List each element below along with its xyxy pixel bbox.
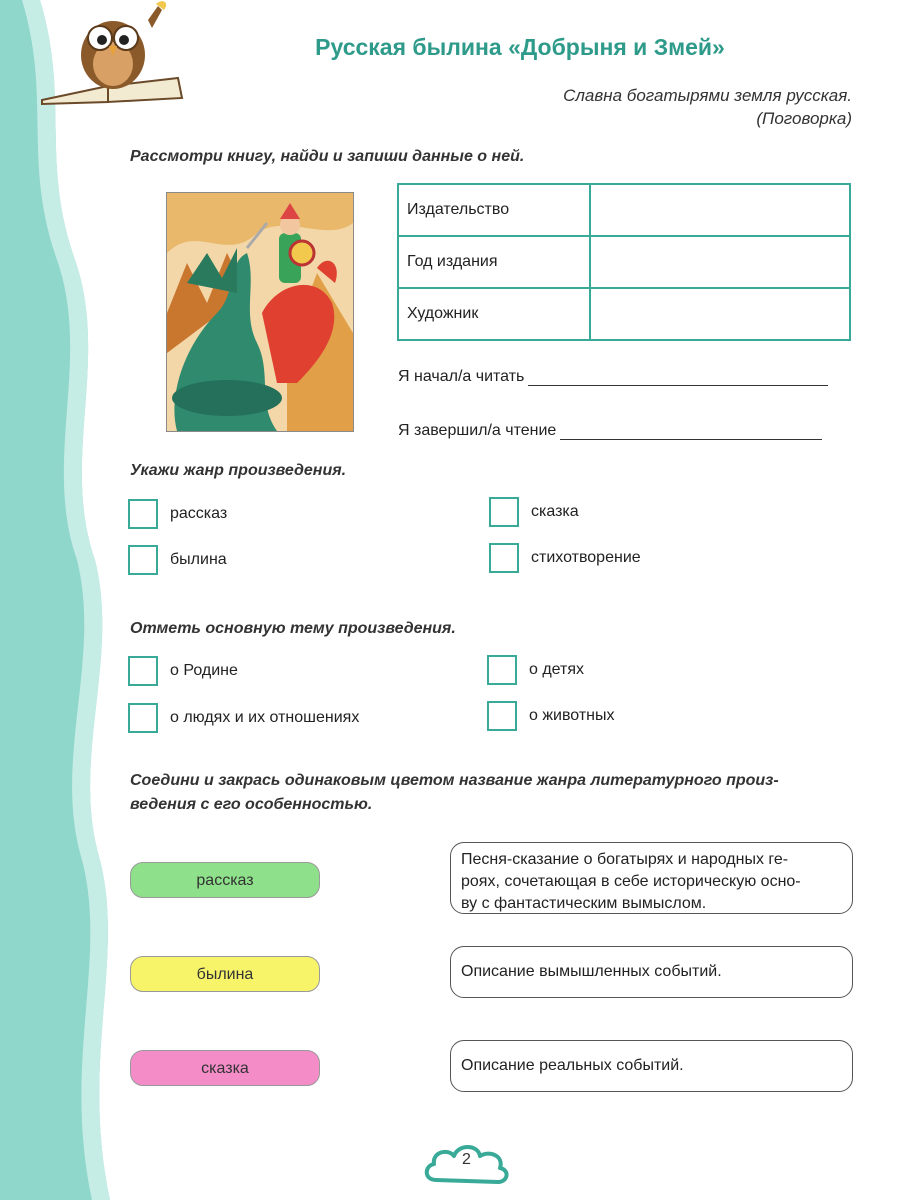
page-title: Русская былина «Добрыня и Змей» <box>315 34 725 60</box>
page-number: 2 <box>462 1151 471 1168</box>
checkbox[interactable] <box>128 499 158 529</box>
definition-box[interactable] <box>450 946 853 998</box>
task4-instruction-line: ведения с его особенностью. <box>130 796 373 813</box>
started-reading-label: Я начал/а читать <box>398 368 525 385</box>
genre-option[interactable] <box>489 497 579 527</box>
theme-option[interactable] <box>128 703 359 733</box>
definition-line: Песня-сказание о богатырях и народных ге- <box>461 851 789 868</box>
genre-pill-story[interactable]: рассказ <box>130 862 320 898</box>
task2-instruction: Укажи жанр произведения. <box>130 462 347 479</box>
definition-line: роях, сочетающая в себе историческую осно- <box>461 873 801 890</box>
checkbox[interactable] <box>128 545 158 575</box>
checkbox[interactable] <box>487 701 517 731</box>
book-cover-illustration <box>166 192 354 432</box>
theme-option[interactable] <box>487 655 584 685</box>
artist-field[interactable] <box>590 288 850 340</box>
theme-option[interactable] <box>487 701 615 731</box>
year-label: Год издания <box>398 236 590 288</box>
definition-box[interactable] <box>450 1040 853 1092</box>
table-row <box>398 288 850 340</box>
definition-line: Описание вымышленных событий. <box>461 963 722 980</box>
genre-option-label: рассказ <box>170 505 228 522</box>
theme-option-label: о детях <box>529 661 585 678</box>
task4-instruction <box>130 769 860 817</box>
checkbox[interactable] <box>489 497 519 527</box>
genre-option[interactable] <box>128 545 227 575</box>
checkbox[interactable] <box>489 543 519 573</box>
side-decoration <box>0 0 140 1200</box>
genre-option[interactable] <box>128 499 227 529</box>
definition-line: ву с фантастическим вымыслом. <box>461 895 707 912</box>
genre-pill-bylina[interactable]: былина <box>130 956 320 992</box>
finished-reading-row <box>398 422 822 440</box>
publisher-field[interactable] <box>590 184 850 236</box>
checkbox[interactable] <box>487 655 517 685</box>
started-reading-row <box>398 368 828 386</box>
finished-reading-label: Я завершил/а чтение <box>398 422 557 439</box>
book-info-table <box>397 183 851 341</box>
finished-reading-line[interactable] <box>560 423 822 440</box>
started-reading-line[interactable] <box>528 369 828 386</box>
epigraph-text: Славна богатырями земля русская. <box>563 86 852 105</box>
task1-instruction: Рассмотри книгу, найди и запиши данные о ней. <box>130 148 525 165</box>
theme-option-label: о Родине <box>170 662 238 679</box>
definition-line: Описание реальных событий. <box>461 1057 684 1074</box>
genre-option-label: былина <box>170 551 227 568</box>
genre-pill-tale[interactable]: сказка <box>130 1050 320 1086</box>
table-row <box>398 184 850 236</box>
genre-option-label: стихотворение <box>531 549 641 566</box>
year-field[interactable] <box>590 236 850 288</box>
genre-option-label: сказка <box>531 503 579 520</box>
genre-option[interactable] <box>489 543 641 573</box>
theme-option-label: о животных <box>529 707 615 724</box>
theme-option[interactable] <box>128 656 238 686</box>
definition-box[interactable] <box>450 842 853 914</box>
checkbox[interactable] <box>128 703 158 733</box>
task3-instruction: Отметь основную тему произведения. <box>130 620 456 637</box>
artist-label: Художник <box>398 288 590 340</box>
publisher-label: Издательство <box>398 184 590 236</box>
epigraph <box>563 84 852 130</box>
epigraph-source: (Поговорка) <box>756 109 852 128</box>
task4-instruction-line: Соедини и закрась одинаковым цветом название жанра литературного произ- <box>130 772 779 789</box>
checkbox[interactable] <box>128 656 158 686</box>
table-row <box>398 236 850 288</box>
owl-book-illustration <box>38 0 188 110</box>
theme-option-label: о людях и их отношениях <box>170 709 360 726</box>
